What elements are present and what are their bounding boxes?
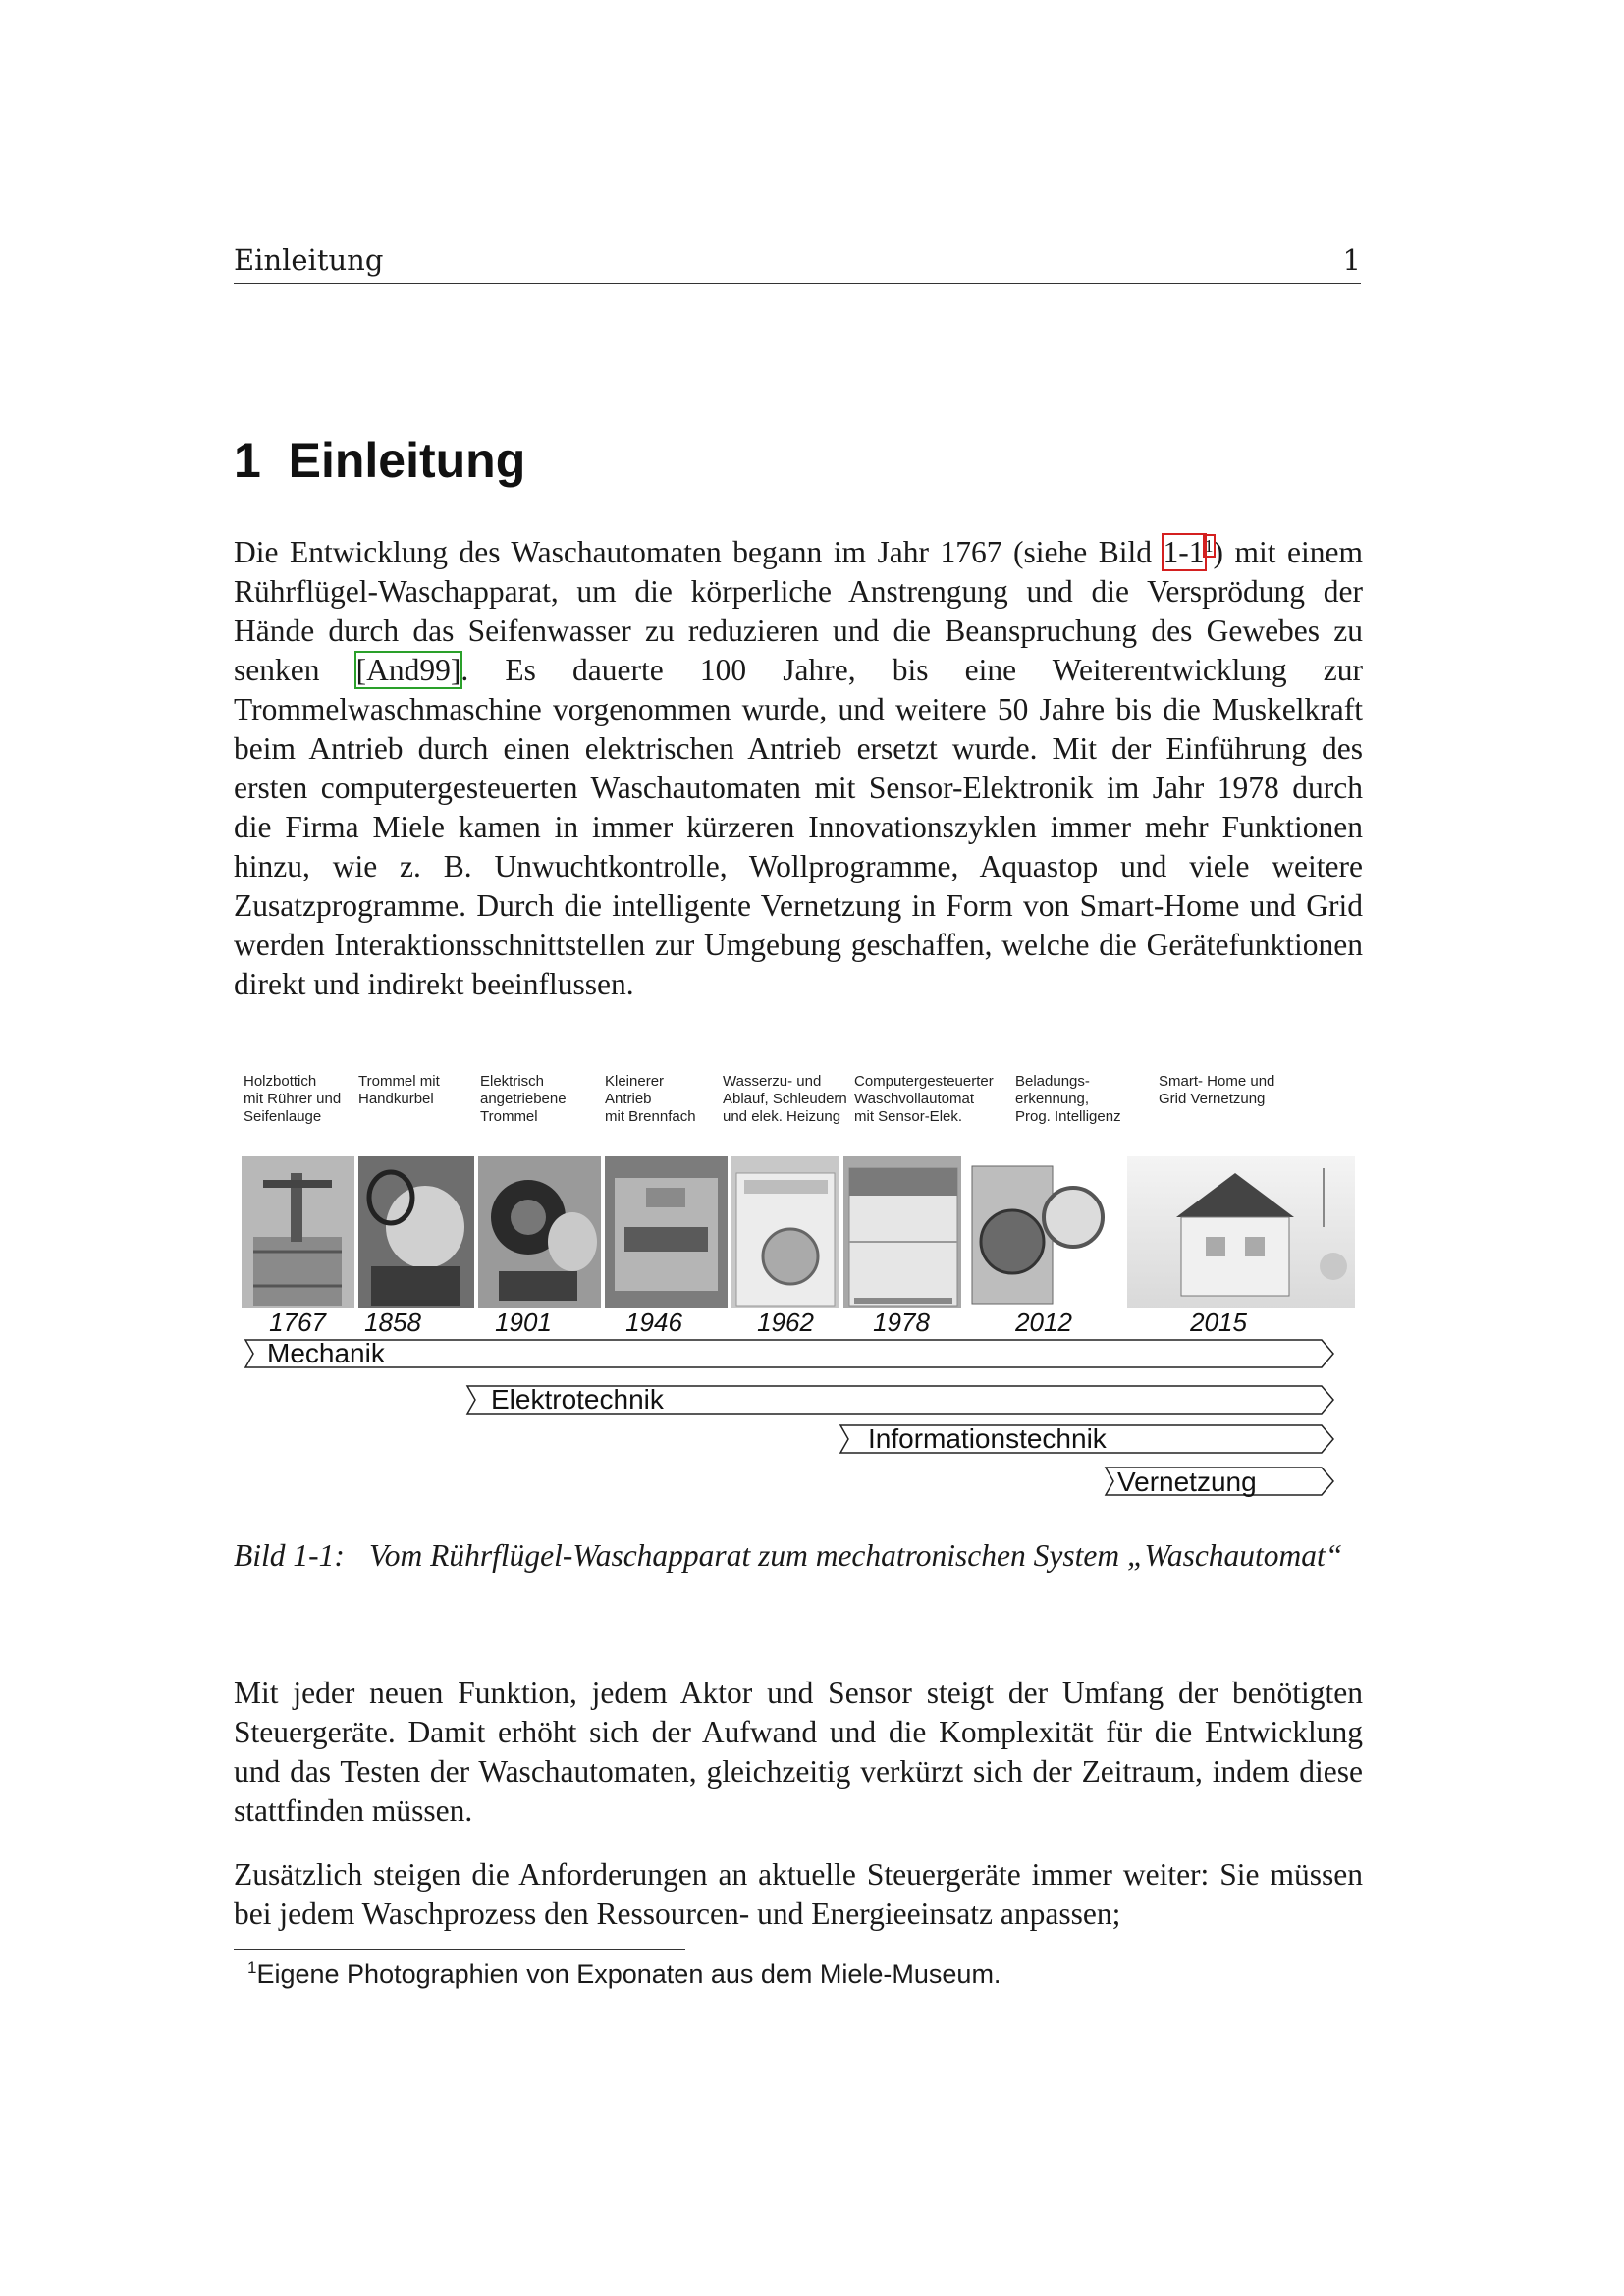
timeline-label-line: erkennung, [1015, 1091, 1090, 1107]
timeline-label-1946 [605, 1073, 696, 1125]
footnote [247, 1959, 1001, 1990]
figure-reference-link[interactable]: 1-1 [1163, 535, 1205, 569]
era-arrow-mechanik [245, 1338, 1333, 1368]
footnote-reference-link[interactable]: 1 [1204, 535, 1214, 556]
timeline-label-1901 [480, 1073, 567, 1125]
photo-washer-2012 [965, 1156, 1103, 1308]
timeline-label-line: Waschvollautomat [854, 1091, 974, 1107]
timeline-label-1962 [723, 1073, 847, 1125]
photo-washer-1978 [843, 1156, 961, 1308]
timeline-label-line: Wasserzu- und [723, 1073, 822, 1090]
footnote-mark: 1 [247, 1958, 257, 1977]
photo-small-drive [605, 1156, 728, 1308]
era-arrow-vernetzung [1106, 1467, 1333, 1497]
timeline-year-1767: 1767 [269, 1308, 326, 1337]
timeline-label-line: mit Rührer und [244, 1091, 342, 1107]
era-label-vernetzung: Vernetzung [1117, 1467, 1257, 1497]
timeline-label-line: angetriebene [480, 1091, 567, 1107]
timeline-label-line: Holzbottich [244, 1073, 317, 1090]
timeline-label-line: Seifenlauge [244, 1108, 322, 1125]
photo-smart-home [1127, 1156, 1355, 1308]
citation-link[interactable]: [And99] [355, 653, 461, 687]
era-arrow-informationstechnik [840, 1423, 1333, 1454]
figure-caption-label: Bild 1-1: [234, 1538, 345, 1573]
paragraph-intro [234, 533, 1363, 1004]
footnote-text: Eigene Photographien von Exponaten aus dem Miele-Museum. [256, 1959, 1001, 1989]
paragraph-intro-text: Die Entwicklung des Waschautomaten begann im Jahr 1767 (siehe Bild [234, 535, 1164, 569]
running-header [234, 243, 1361, 284]
timeline-year-1946: 1946 [625, 1308, 682, 1337]
paragraph-complexity: Mit jeder neuen Funktion, jedem Aktor und Sensor steigt der Umfang der benötigten Steuergeräte. Damit erhöht sich der Aufwand und die Komplexität für die Entwicklung und das Testen der Waschautomaten, gleichzeitig verkürzt sich der Zeitraum, indem diese stattfinden müssen. [234, 1676, 1363, 1828]
timeline-label-line: mit Sensor-Elek. [854, 1108, 963, 1125]
timeline-label-line: mit Brennfach [605, 1108, 696, 1125]
timeline-year-1858: 1858 [364, 1308, 421, 1337]
timeline-year-1962: 1962 [757, 1308, 814, 1337]
photo-drum-crank [358, 1156, 474, 1308]
timeline-label-1978 [854, 1073, 994, 1125]
timeline-label-line: Kleinerer [605, 1073, 665, 1090]
timeline-label-line: Antrieb [605, 1091, 652, 1107]
timeline-label-1858 [358, 1073, 441, 1107]
timeline-label-line: Smart- Home und [1159, 1073, 1275, 1090]
timeline-label-line: Trommel [480, 1108, 538, 1125]
chapter-number: 1 [234, 433, 261, 488]
timeline-year-1978: 1978 [873, 1308, 930, 1337]
timeline-label-1767 [244, 1073, 341, 1125]
photo-wooden-tub [242, 1156, 354, 1308]
running-header-section: Einleitung [234, 243, 384, 277]
timeline-label-2012 [1015, 1073, 1121, 1125]
timeline-label-line: Beladungs- [1015, 1073, 1090, 1090]
era-label-informationstechnik: Informationstechnik [868, 1423, 1107, 1454]
timeline-year-1901: 1901 [495, 1308, 552, 1337]
timeline-label-line: Computergesteuerter [854, 1073, 994, 1090]
era-arrow-elektrotechnik [467, 1384, 1333, 1415]
paragraph-requirements: Zusätzlich steigen die Anforderungen an aktuelle Steuergeräte immer weiter: Sie müssen bei jedem Waschprozess den Ressourcen- und Energieeinsatz anpassen; [234, 1857, 1363, 1931]
photo-washer-1962 [731, 1156, 839, 1308]
timeline-label-line: und elek. Heizung [723, 1108, 841, 1125]
timeline-label-line: Prog. Intelligenz [1015, 1108, 1121, 1125]
timeline-label-line: Handkurbel [358, 1091, 434, 1107]
figure-caption-text: Vom Rührflügel-Waschapparat zum mechatronischen System „Waschautomat“ [369, 1538, 1343, 1573]
timeline-label-line: Trommel mit [358, 1073, 440, 1090]
page-number: 1 [1342, 243, 1361, 277]
era-label-mechanik: Mechanik [267, 1338, 385, 1368]
timeline-year-2012: 2012 [1015, 1308, 1072, 1337]
paragraph-intro-mid: ) mit einem Rührflügel-Waschapparat, um die körperliche Anstrengung und die Versprödung der Hände durch das Seifenwasser zu reduzieren und die Beanspruchung des Gewebes zu senken [234, 535, 1363, 687]
photo-electric-drum [478, 1156, 601, 1308]
timeline-label-line: Grid Vernetzung [1159, 1091, 1266, 1107]
era-label-elektrotechnik: Elektrotechnik [491, 1384, 664, 1415]
footnote-rule [234, 1949, 685, 1950]
timeline-label-line: Elektrisch [480, 1073, 545, 1090]
timeline-figure [234, 1070, 1363, 1512]
chapter-heading [234, 432, 525, 489]
timeline-label-line: Ablauf, Schleudern [723, 1091, 847, 1107]
timeline-label-2015 [1159, 1073, 1274, 1107]
chapter-title: Einleitung [288, 433, 526, 488]
timeline-year-2015: 2015 [1190, 1308, 1247, 1337]
paragraph-intro-rest: . Es dauerte 100 Jahre, bis eine Weiterentwicklung zur Trommelwaschmaschine vorgenommen wurde, und weitere 50 Jahre bis die Muskelkraft beim Antrieb durch einen elektrischen Antrieb ersetzt wurde. Mit der Einführung des ersten computergesteuerten Waschautomaten mit Sensor-Elektronik im Jahr 1978 durch die Firma Miele kamen in immer kürzeren Innovationszyklen immer mehr Funktionen hinzu, wie z. B. Unwuchtkontrolle, Wollprogramme, Aquastop und viele weitere Zusatzprogramme. Durch die intelligente Vernetzung in Form von Smart-Home und Grid werden Interaktionsschnittstellen zur Umgebung geschaffen, welche die Gerätefunktionen direkt und indirekt beeinflussen. [234, 653, 1363, 1001]
